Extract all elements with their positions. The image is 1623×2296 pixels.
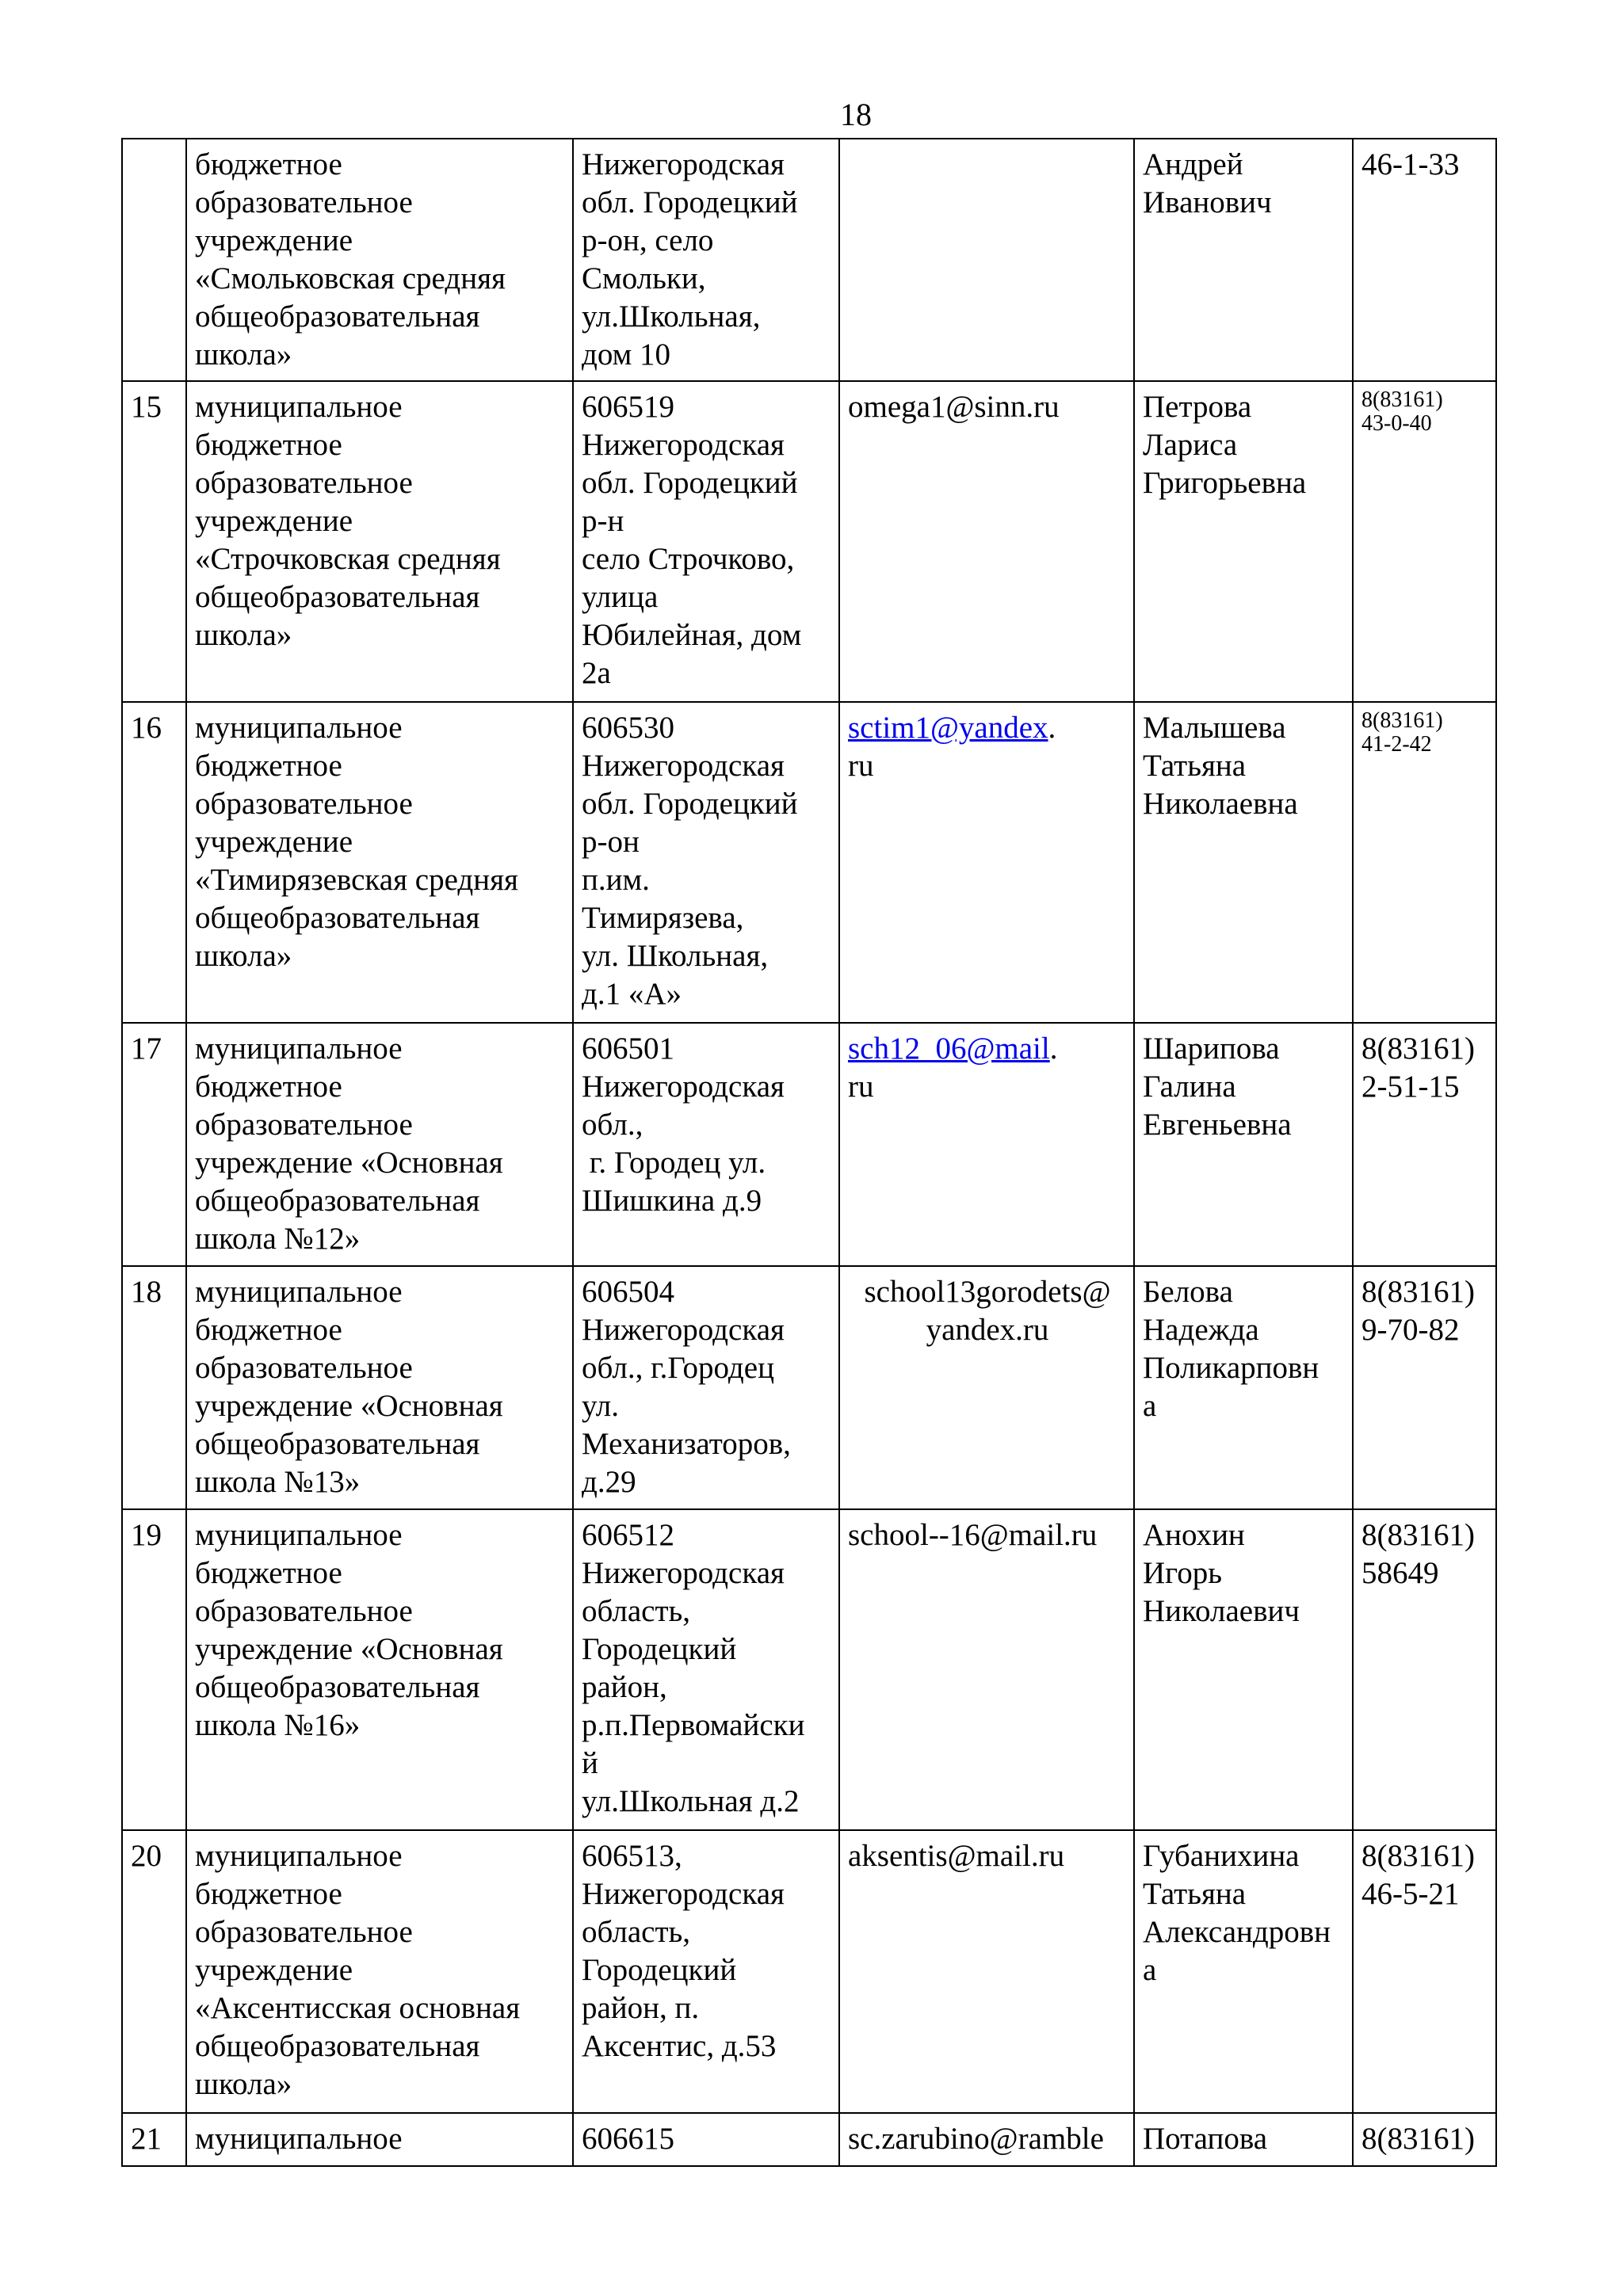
address-line: п.им. <box>582 863 650 897</box>
school-name-line: бюджетное <box>195 1556 342 1590</box>
email-line <box>848 709 1127 747</box>
director-line: Поликарповн <box>1143 1351 1319 1385</box>
address-line: Нижегородская <box>582 749 785 783</box>
director-cell <box>1134 1023 1353 1266</box>
address-line: 606513, <box>582 1839 682 1873</box>
address-line: район, <box>582 1670 667 1704</box>
director-line: Потапова <box>1143 2122 1268 2156</box>
director-cell <box>1134 1830 1353 2113</box>
school-name-cell <box>186 139 573 381</box>
table-row <box>122 139 1496 381</box>
phone-line: 9-70-82 <box>1361 1313 1460 1347</box>
address-line: Смольки, <box>582 261 706 296</box>
director-cell <box>1134 139 1353 381</box>
address-line: ул. <box>582 1389 619 1423</box>
row-number: 16 <box>122 702 186 1023</box>
address-line: Нижегородская <box>582 428 785 462</box>
phone-cell <box>1353 2113 1496 2166</box>
school-name-cell <box>186 1023 573 1266</box>
school-name-line: общеобразовательная <box>195 580 480 614</box>
address-line: ул. Школьная, <box>582 939 769 973</box>
school-name-line: образовательное <box>195 466 413 500</box>
address-line: Нижегородская <box>582 147 785 181</box>
phone-cell <box>1353 139 1496 381</box>
address-line: Городецкий <box>582 1953 737 1987</box>
email-line: ru <box>848 749 874 783</box>
address-line: 606615 <box>582 2122 674 2156</box>
address-line: Шишкина д.9 <box>582 1184 762 1218</box>
school-name-line: образовательное <box>195 787 413 821</box>
address-line: обл. Городецкий <box>582 466 798 500</box>
email-link[interactable]: sctim1@yandex <box>848 711 1048 745</box>
phone-cell <box>1353 1023 1496 1266</box>
email-line: ru <box>848 1070 874 1104</box>
address-cell <box>573 2113 839 2166</box>
director-line: Петрова <box>1143 390 1252 424</box>
address-line: Тимирязева, <box>582 901 744 935</box>
email-cell <box>839 1023 1134 1266</box>
phone-cell <box>1353 1266 1496 1509</box>
address-line: р-он, село <box>582 223 714 257</box>
phone-line: 8(83161) <box>1361 1275 1475 1309</box>
school-name-line: образовательное <box>195 1915 413 1949</box>
address-line: Нижегородская <box>582 1556 785 1590</box>
director-line: Григорьевна <box>1143 466 1307 500</box>
address-line: д.29 <box>582 1465 636 1499</box>
address-line: Нижегородская <box>582 1877 785 1911</box>
director-line: Анохин <box>1143 1518 1245 1552</box>
phone-line: 2-51-15 <box>1361 1070 1460 1104</box>
school-name-line: школа №12» <box>195 1222 361 1256</box>
address-line: Городецкий <box>582 1632 737 1666</box>
email-dot: . <box>1048 711 1056 745</box>
row-number <box>122 139 186 381</box>
school-name-line: муниципальное <box>195 390 403 424</box>
phone-line: 8(83161) <box>1361 2122 1475 2156</box>
address-line: Механизаторов, <box>582 1427 791 1461</box>
director-line: а <box>1143 1389 1157 1423</box>
school-name-line: образовательное <box>195 1108 413 1142</box>
address-cell <box>573 1509 839 1830</box>
address-line: обл., г.Городец <box>582 1351 774 1385</box>
address-cell <box>573 1830 839 2113</box>
email-text: yandex.ru <box>926 1313 1049 1347</box>
director-cell <box>1134 2113 1353 2166</box>
email-text: omega1@sinn.ru <box>848 390 1060 424</box>
school-name-line: общеобразовательная <box>195 901 480 935</box>
row-number: 15 <box>122 381 186 702</box>
address-line: 606504 <box>582 1275 674 1309</box>
school-name-line: учреждение <box>195 223 353 257</box>
school-name-line: общеобразовательная <box>195 1184 480 1218</box>
director-line: Николаевна <box>1143 787 1298 821</box>
phone-line: 43-0-40 <box>1361 411 1432 436</box>
director-cell <box>1134 1266 1353 1509</box>
address-line: ул.Школьная, <box>582 299 761 334</box>
address-line: Нижегородская <box>582 1070 785 1104</box>
director-line: Лариса <box>1143 428 1238 462</box>
table-row <box>122 1023 1496 1266</box>
school-name-line: учреждение «Основная <box>195 1632 503 1666</box>
phone-cell <box>1353 381 1496 702</box>
school-name-line: муниципальное <box>195 1032 403 1066</box>
school-name-line: «Аксентисская основная <box>195 1991 521 2025</box>
school-name-line: бюджетное <box>195 1070 342 1104</box>
director-cell <box>1134 1509 1353 1830</box>
address-line: д.1 «А» <box>582 977 682 1011</box>
school-name-line: учреждение <box>195 825 353 859</box>
address-cell <box>573 139 839 381</box>
email-cell <box>839 1830 1134 2113</box>
director-line: Игорь <box>1143 1556 1222 1590</box>
email-cell <box>839 1266 1134 1509</box>
address-line: область, <box>582 1594 691 1628</box>
director-line: Александровн <box>1143 1915 1331 1949</box>
director-line: Галина <box>1143 1070 1236 1104</box>
director-line: а <box>1143 1953 1157 1987</box>
row-number: 20 <box>122 1830 186 2113</box>
school-name-line: муниципальное <box>195 1518 403 1552</box>
school-name-line: образовательное <box>195 1351 413 1385</box>
email-line <box>848 1030 1127 1068</box>
email-cell <box>839 2113 1134 2166</box>
phone-line: 41-2-42 <box>1361 732 1432 757</box>
email-cell <box>839 139 1134 381</box>
table-row <box>122 1830 1496 2113</box>
address-line: р-он <box>582 825 640 859</box>
page-number: 18 <box>840 97 872 132</box>
school-name-line: школа №16» <box>195 1708 361 1742</box>
address-line: 606501 <box>582 1032 674 1066</box>
row-number: 17 <box>122 1023 186 1266</box>
address-line: р.п.Первомайски <box>582 1708 805 1742</box>
address-line: район, п. <box>582 1991 700 2025</box>
address-line: улица <box>582 580 659 614</box>
row-number: 19 <box>122 1509 186 1830</box>
address-line: область, <box>582 1915 691 1949</box>
address-line: Аксентис, д.53 <box>582 2029 777 2063</box>
phone-line: 58649 <box>1361 1556 1439 1590</box>
school-name-line: общеобразовательная <box>195 2029 480 2063</box>
director-cell <box>1134 381 1353 702</box>
director-line: Надежда <box>1143 1313 1259 1347</box>
school-name-line: образовательное <box>195 185 413 219</box>
email-dot: . <box>1049 1032 1058 1066</box>
address-line: 606512 <box>582 1518 674 1552</box>
school-name-cell <box>186 381 573 702</box>
phone-cell <box>1353 1509 1496 1830</box>
table-row <box>122 702 1496 1023</box>
schools-table <box>121 138 1497 2167</box>
school-name-cell <box>186 1830 573 2113</box>
address-line: р-н <box>582 504 624 538</box>
address-cell <box>573 702 839 1023</box>
school-name-line: общеобразовательная <box>195 1427 480 1461</box>
phone-line: 8(83161) <box>1361 1032 1475 1066</box>
address-line: село Строчково, <box>582 542 795 576</box>
school-name-cell <box>186 702 573 1023</box>
school-name-line: общеобразовательная <box>195 1670 480 1704</box>
director-line: Татьяна <box>1143 749 1247 783</box>
address-line: 2а <box>582 656 611 690</box>
phone-line: 8(83161) <box>1361 1839 1475 1873</box>
email-text: school13gorodets@ <box>864 1275 1111 1309</box>
phone-line: 46-1-33 <box>1361 147 1460 181</box>
phone-line: 8(83161) <box>1361 1518 1475 1552</box>
address-cell <box>573 1266 839 1509</box>
school-name-line: муниципальное <box>195 2122 403 2156</box>
address-line: г. Городец ул. <box>582 1146 766 1180</box>
director-line: Шарипова <box>1143 1032 1280 1066</box>
address-line: й <box>582 1746 598 1780</box>
email-text: sc.zarubino@ramble <box>848 2122 1104 2156</box>
school-name-line: муниципальное <box>195 1275 403 1309</box>
school-name-cell <box>186 2113 573 2166</box>
school-name-line: школа №13» <box>195 1465 361 1499</box>
director-line: Николаевич <box>1143 1594 1300 1628</box>
school-name-line: школа» <box>195 618 292 652</box>
address-line: Нижегородская <box>582 1313 785 1347</box>
school-name-line: бюджетное <box>195 1313 342 1347</box>
table-row <box>122 1509 1496 1830</box>
director-line: Белова <box>1143 1275 1233 1309</box>
school-name-line: учреждение «Основная <box>195 1389 503 1423</box>
email-cell <box>839 1509 1134 1830</box>
address-line: обл., <box>582 1108 643 1142</box>
row-number: 21 <box>122 2113 186 2166</box>
phone-cell <box>1353 702 1496 1023</box>
address-cell <box>573 1023 839 1266</box>
row-number: 18 <box>122 1266 186 1509</box>
table-row <box>122 2113 1496 2166</box>
phone-line: 46-5-21 <box>1361 1877 1460 1911</box>
school-name-line: «Строчковская средняя <box>195 542 501 576</box>
school-name-line: бюджетное <box>195 1877 342 1911</box>
address-line: Юбилейная, дом <box>582 618 802 652</box>
school-name-line: школа» <box>195 2067 292 2101</box>
address-cell <box>573 381 839 702</box>
school-name-line: школа» <box>195 939 292 973</box>
director-line: Малышева <box>1143 711 1286 745</box>
table-row <box>122 381 1496 702</box>
director-line: Иванович <box>1143 185 1272 219</box>
school-name-cell <box>186 1509 573 1830</box>
director-cell <box>1134 702 1353 1023</box>
email-text: aksentis@mail.ru <box>848 1839 1065 1873</box>
email-text: school--16@mail.ru <box>848 1518 1098 1552</box>
school-name-line: общеобразовательная <box>195 299 480 334</box>
address-line: обл. Городецкий <box>582 185 798 219</box>
school-name-line: «Смольковская средняя <box>195 261 506 296</box>
school-name-line: муниципальное <box>195 1839 403 1873</box>
school-name-line: муниципальное <box>195 711 403 745</box>
email-cell <box>839 702 1134 1023</box>
director-line: Губанихина <box>1143 1839 1300 1873</box>
director-line: Евгеньевна <box>1143 1108 1292 1142</box>
address-line: ул.Школьная д.2 <box>582 1784 800 1818</box>
email-link[interactable]: sch12_06@mail <box>848 1032 1050 1066</box>
table-row <box>122 1266 1496 1509</box>
address-line: 606519 <box>582 390 674 424</box>
school-name-line: бюджетное <box>195 749 342 783</box>
school-name-line: бюджетное <box>195 428 342 462</box>
phone-line: 8(83161) <box>1361 708 1443 733</box>
email-cell <box>839 381 1134 702</box>
school-name-line: «Тимирязевская средняя <box>195 863 518 897</box>
director-line: Татьяна <box>1143 1877 1247 1911</box>
school-name-cell <box>186 1266 573 1509</box>
school-name-line: образовательное <box>195 1594 413 1628</box>
address-line: дом 10 <box>582 338 671 372</box>
address-line: 606530 <box>582 711 674 745</box>
school-name-line: учреждение <box>195 504 353 538</box>
school-name-line: бюджетное <box>195 147 342 181</box>
school-name-line: учреждение «Основная <box>195 1146 503 1180</box>
phone-line: 8(83161) <box>1361 387 1443 412</box>
school-name-line: учреждение <box>195 1953 353 1987</box>
director-line: Андрей <box>1143 147 1243 181</box>
school-name-line: школа» <box>195 338 292 372</box>
phone-cell <box>1353 1830 1496 2113</box>
address-line: обл. Городецкий <box>582 787 798 821</box>
